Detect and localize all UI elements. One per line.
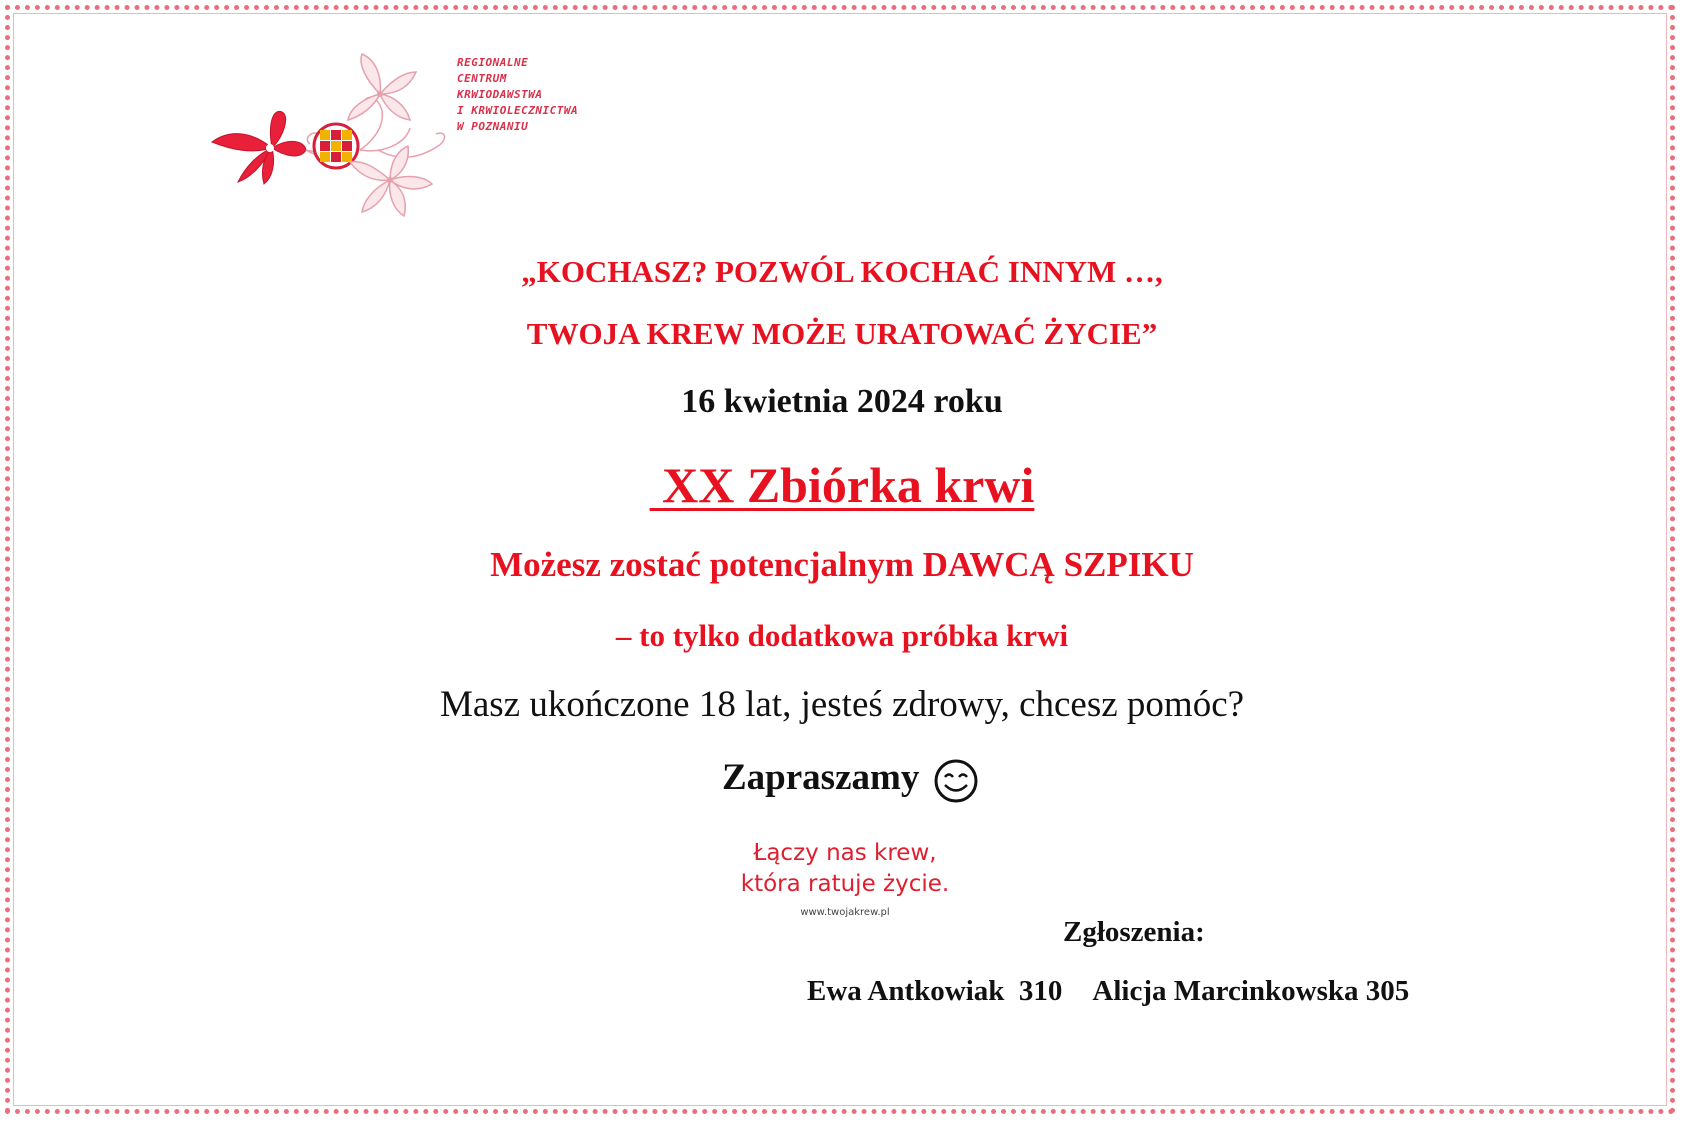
logo-text-line: REGIONALNE bbox=[457, 56, 529, 69]
contact-alicja: Alicja Marcinkowska 305 bbox=[1092, 975, 1410, 1007]
event-date: 16 kwietnia 2024 roku bbox=[681, 383, 1003, 420]
marrow-donor-line: Możesz zostać potencjalnym DAWCĄ SZPIKU bbox=[490, 545, 1194, 584]
event-title bbox=[0, 456, 1684, 514]
motto-line-2: która ratuje życie. bbox=[740, 871, 950, 897]
smiley-icon bbox=[933, 758, 979, 804]
logo-text-line: KRWIODAWSTWA bbox=[457, 88, 543, 101]
slogan-line-2: TWOJA KREW MOŻE URATOWAĆ ŻYCIE” bbox=[526, 316, 1158, 351]
eligibility-question: Masz ukończone 18 lat, jesteś zdrowy, chcesz pomóc? bbox=[439, 684, 1245, 725]
logo-text-line: CENTRUM bbox=[457, 72, 507, 85]
red-flower bbox=[212, 111, 306, 184]
contacts bbox=[807, 975, 1409, 1008]
logo-text bbox=[457, 55, 578, 135]
logo-text-line: I KRWIOLECZNICTWA bbox=[457, 104, 579, 117]
emblem-squares bbox=[320, 130, 352, 162]
flower-logo bbox=[210, 50, 490, 225]
slogan-line-1: „KOCHASZ? POZWÓL KOCHAĆ INNYM …, bbox=[521, 254, 1163, 289]
motto-url: www.twojakrew.pl bbox=[800, 907, 890, 918]
contact-ewa: Ewa Antkowiak 310 bbox=[807, 975, 1063, 1007]
motto-line-1: Łączy nas krew, bbox=[753, 840, 937, 866]
event-title-text: XX Zbiórka krwi bbox=[649, 457, 1035, 513]
signup-label: Zgłoszenia: bbox=[1063, 916, 1205, 948]
invite-text: Zapraszamy bbox=[722, 757, 920, 798]
extra-sample-line: – to tylko dodatkowa próbka krwi bbox=[615, 618, 1069, 653]
logo-text-line: W POZNANIU bbox=[457, 120, 529, 133]
motto bbox=[705, 838, 985, 900]
